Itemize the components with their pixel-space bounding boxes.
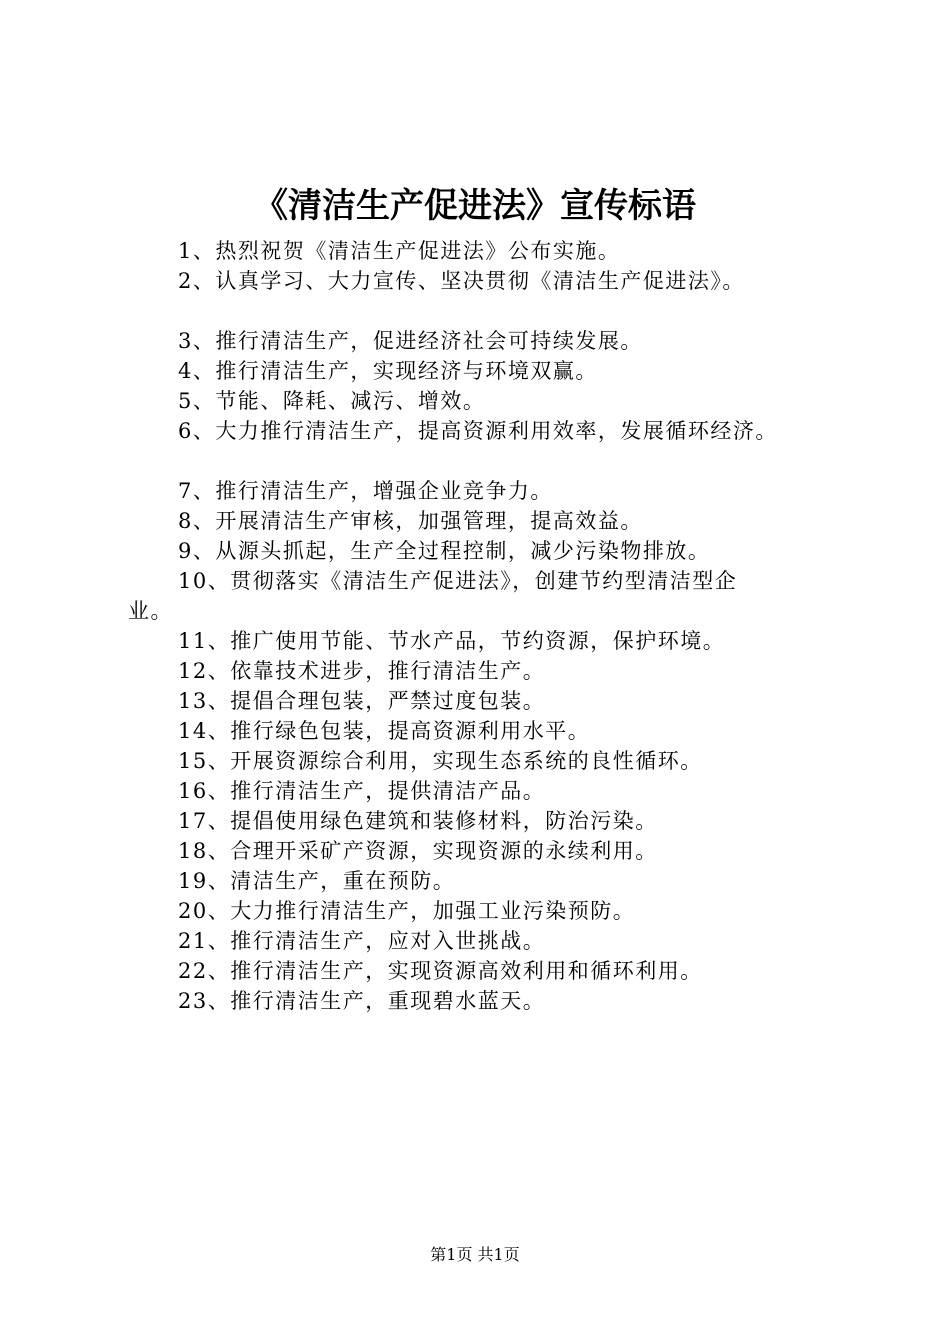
list-item: 6、大力推行清洁生产，提高资源利用效率，发展循环经济。 <box>178 419 778 443</box>
list-item: 3、推行清洁生产，促进经济社会可持续发展。 <box>178 329 643 353</box>
list-item: 21、推行清洁生产，应对入世挑战。 <box>178 929 546 953</box>
list-item: 14、推行绿色包装，提高资源利用水平。 <box>178 719 591 743</box>
list-item: 11、推广使用节能、节水产品，节约资源，保护环境。 <box>178 629 726 653</box>
blank-line <box>128 446 858 476</box>
list-item: 13、提倡合理包装，严禁过度包装。 <box>178 689 546 713</box>
list-item: 22、推行清洁生产，实现资源高效利用和循环利用。 <box>178 959 703 983</box>
list-item: 12、依靠技术进步，推行清洁生产。 <box>178 659 546 683</box>
list-item: 5、节能、降耗、减污、增效。 <box>178 389 486 413</box>
list-item: 23、推行清洁生产，重现碧水蓝天。 <box>178 989 546 1013</box>
list-item: 17、提倡使用绿色建筑和装修材料，防治污染。 <box>178 809 658 833</box>
list-item: 7、推行清洁生产，增强企业竞争力。 <box>178 479 553 503</box>
list-item: 18、合理开采矿产资源，实现资源的永续利用。 <box>178 839 658 863</box>
list-item: 2、认真学习、大力宣传、坚决贯彻《清洁生产促进法》。 <box>178 269 745 293</box>
list-item: 19、清洁生产，重在预防。 <box>178 869 456 893</box>
list-item: 1、热烈祝贺《清洁生产促进法》公布实施。 <box>178 239 621 263</box>
slogan-list <box>128 236 858 1016</box>
list-item: 16、推行清洁生产，提供清洁产品。 <box>178 779 546 803</box>
blank-line <box>128 296 858 326</box>
list-item: 15、开展资源综合利用，实现生态系统的良性循环。 <box>178 749 703 773</box>
list-item: 9、从源头抓起，生产全过程控制，减少污染物排放。 <box>178 539 711 563</box>
list-item: 20、大力推行清洁生产，加强工业污染预防。 <box>178 899 636 923</box>
list-item-continuation: 业。 <box>128 599 173 623</box>
list-item: 8、开展清洁生产审核，加强管理，提高效益。 <box>178 509 643 533</box>
page-number: 第1页 共1页 <box>430 1245 520 1264</box>
list-item: 4、推行清洁生产，实现经济与环境双赢。 <box>178 359 598 383</box>
list-item: 10、贯彻落实《清洁生产促进法》，创建节约型清洁型企 <box>178 569 738 593</box>
document-title: 《清洁生产促进法》宣传标语 <box>254 186 696 226</box>
